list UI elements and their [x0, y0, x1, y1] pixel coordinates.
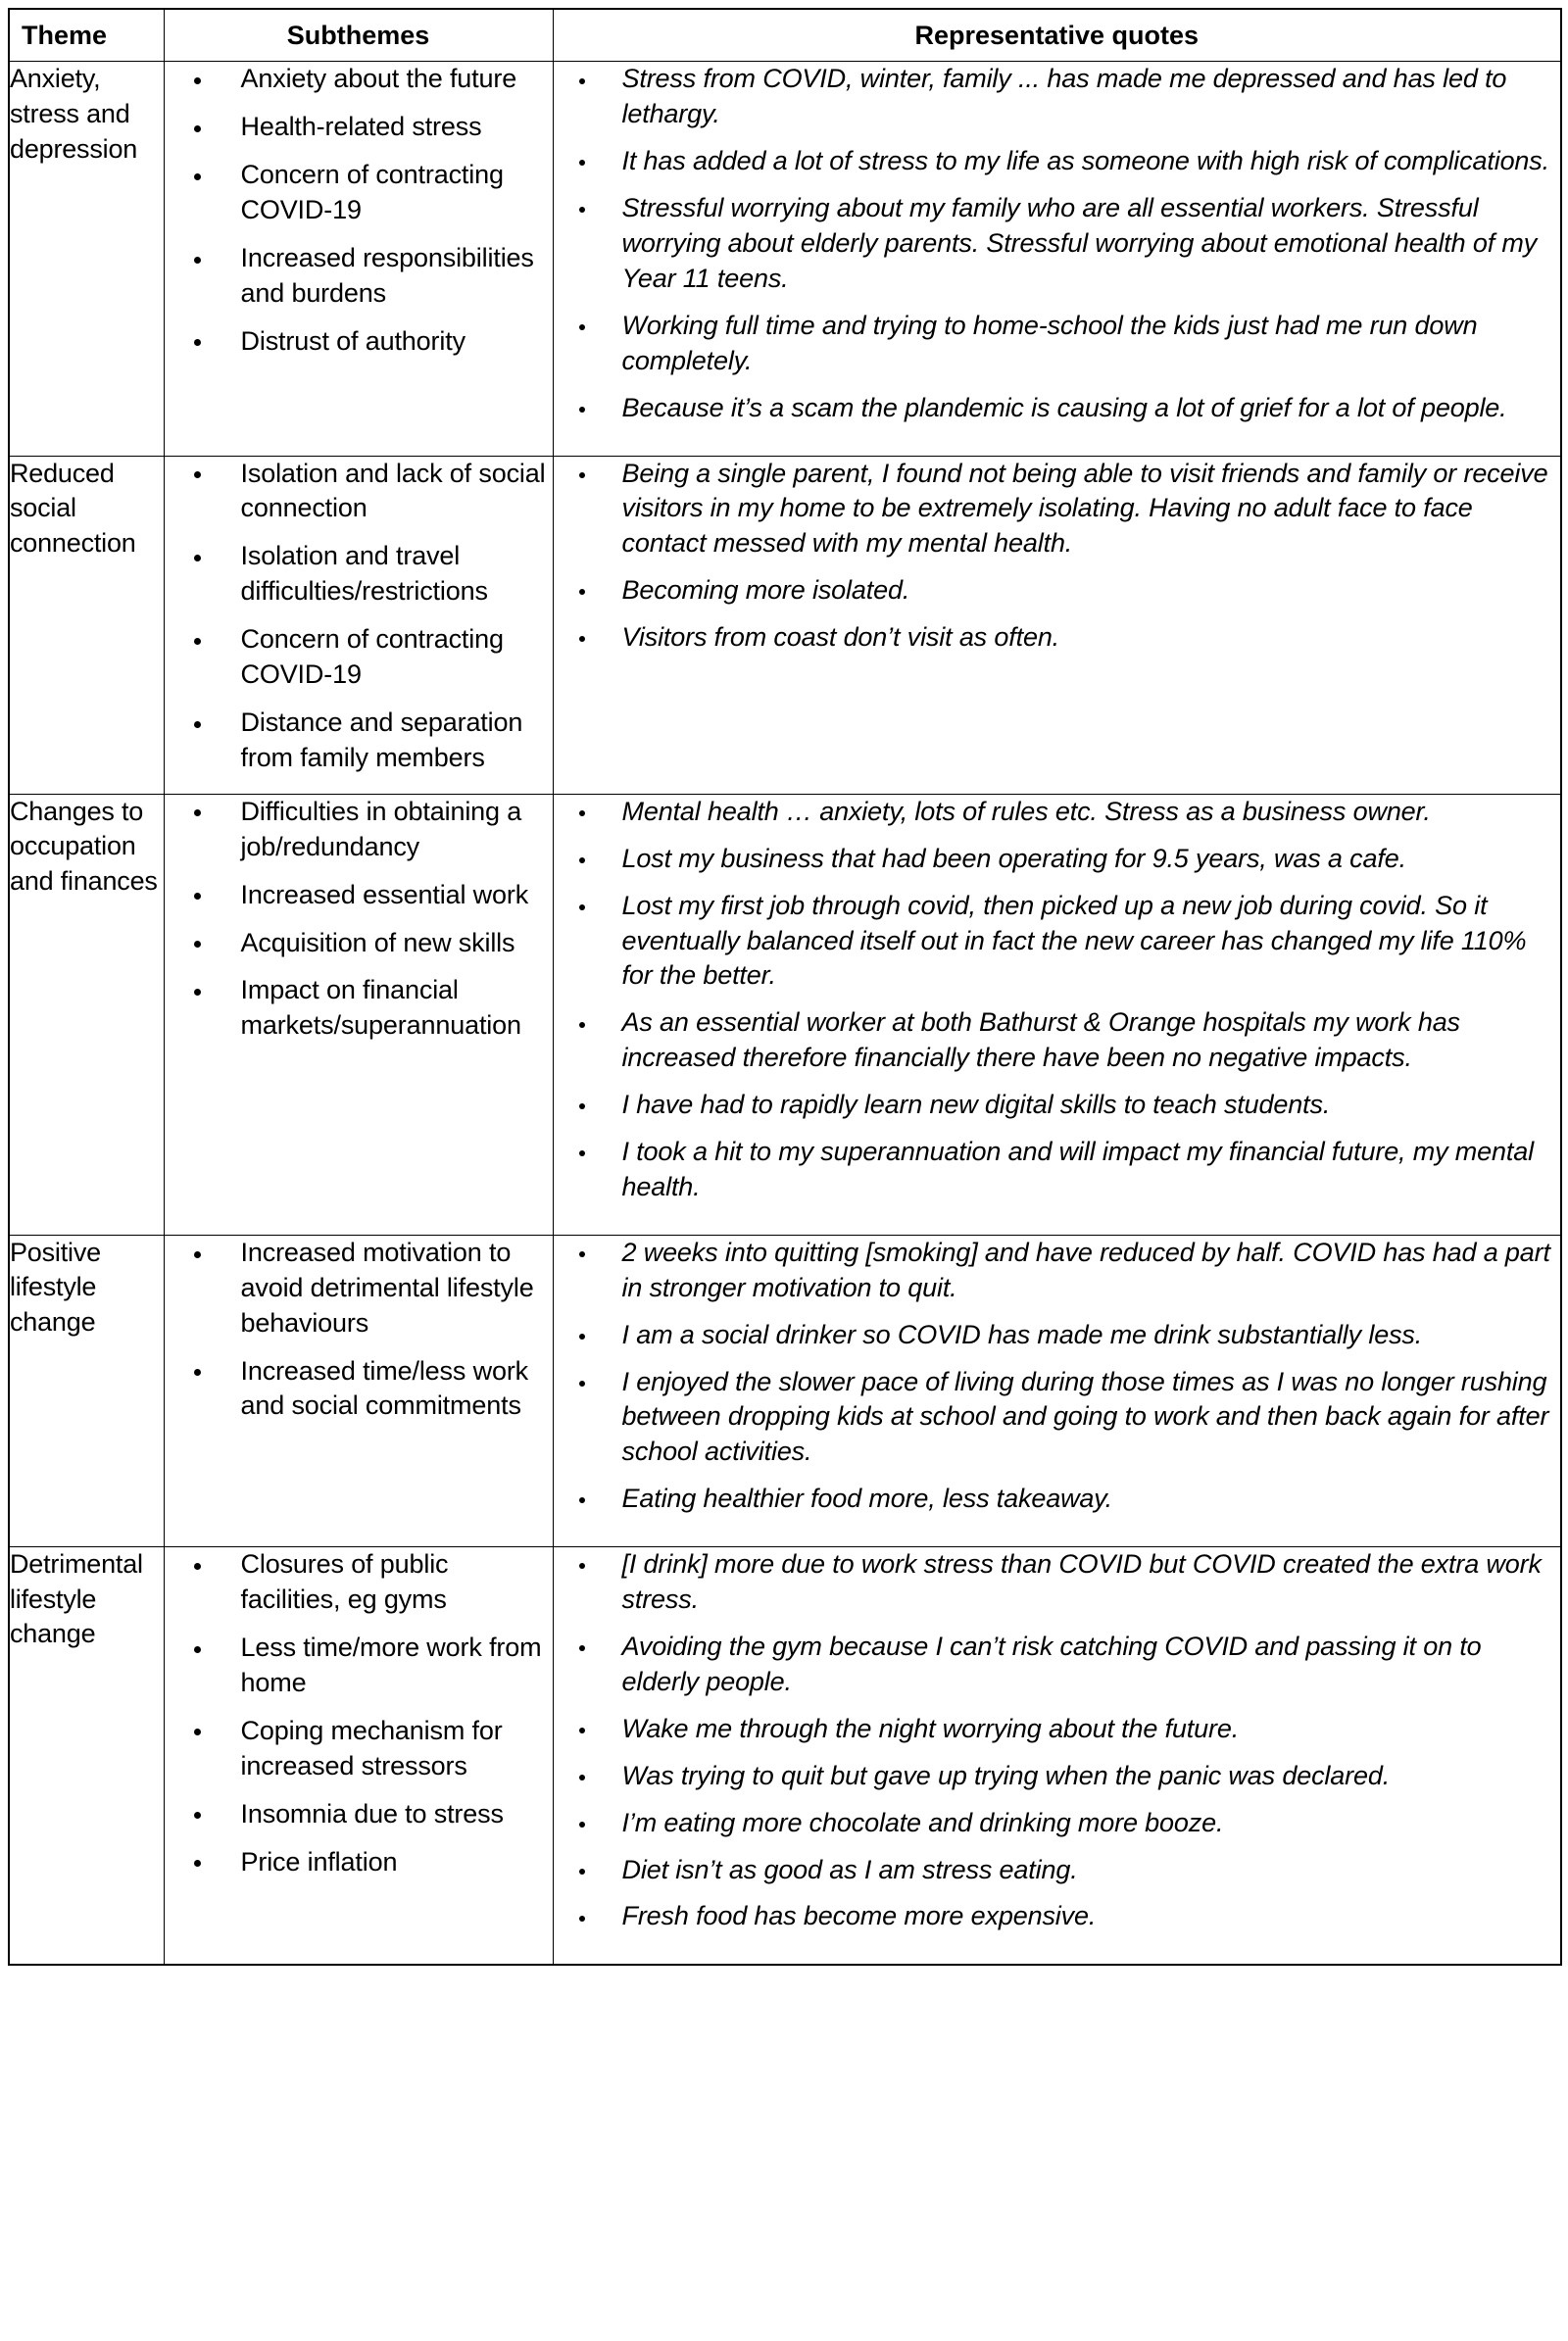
bullet-icon	[579, 904, 585, 910]
subthemes-cell	[164, 794, 553, 1235]
theme-cell: Reduced social connection	[9, 456, 164, 794]
subtheme-item	[165, 457, 553, 527]
subtheme-item-text: Coping mechanism for increased stressors	[240, 1715, 503, 1780]
bullet-icon	[579, 160, 585, 166]
bullet-icon	[194, 809, 201, 816]
bullet-icon	[579, 857, 585, 863]
quote-item-text: Eating healthier food more, less takeaway.	[621, 1484, 1112, 1514]
quote-list	[554, 1236, 1561, 1517]
quote-item	[554, 1899, 1561, 1934]
subtheme-item	[165, 241, 553, 312]
column-header-subthemes: Subthemes	[164, 9, 553, 62]
quote-item-text: I have had to rapidly learn new digital skills to teach students.	[621, 1090, 1331, 1120]
bullet-icon	[194, 77, 201, 84]
bullet-icon	[194, 125, 201, 132]
subtheme-item-text: Impact on financial markets/superannuation	[240, 975, 521, 1041]
quote-item	[554, 309, 1561, 379]
subtheme-item-text: Concern of contracting COVID-19	[240, 624, 504, 690]
subtheme-item	[165, 324, 553, 360]
quote-item	[554, 1135, 1561, 1205]
quote-item-text: Wake me through the night worrying about the future.	[621, 1713, 1240, 1743]
quote-item-text: Fresh food has become more expensive.	[621, 1901, 1097, 1931]
quote-list	[554, 457, 1561, 657]
theme-cell: Changes to occupation and finances	[9, 794, 164, 1235]
bullet-icon	[194, 471, 201, 478]
subtheme-list	[165, 795, 553, 1044]
quotes-cell	[553, 1235, 1561, 1546]
bullet-icon	[194, 1729, 201, 1735]
subtheme-item-text: Isolation and travel difficulties/restrictions	[240, 541, 488, 607]
subtheme-item	[165, 539, 553, 610]
quote-item-text: Being a single parent, I found not being able to visit friends and family or receive visitors in my home to be extremely isolating. Having no adult face to face contact messed with my mental health.	[621, 458, 1548, 559]
column-header-theme: Theme	[9, 9, 164, 62]
theme-cell: Positive lifestyle change	[9, 1235, 164, 1546]
bullet-icon	[579, 1775, 585, 1780]
quote-item	[554, 1712, 1561, 1747]
bullet-icon	[194, 1860, 201, 1867]
quote-item	[554, 573, 1561, 609]
quote-item	[554, 1630, 1561, 1700]
quote-item-text: As an essential worker at both Bathurst & Orange hospitals my work has increased therefore financially there have been no negative impacts.	[621, 1007, 1460, 1073]
subtheme-list	[165, 457, 553, 776]
quote-item-text: I took a hit to my superannuation and will impact my financial future, my mental health.	[621, 1137, 1534, 1201]
quote-item-text: It has added a lot of stress to my life as someone with high risk of complications.	[621, 146, 1549, 176]
subtheme-item-text: Increased responsibilities and burdens	[240, 243, 534, 308]
quote-item-text: I’m eating more chocolate and drinking more booze.	[621, 1807, 1224, 1837]
subtheme-item-text: Acquisition of new skills	[240, 927, 515, 957]
subtheme-item	[165, 1714, 553, 1784]
subtheme-item-text: Price inflation	[240, 1846, 398, 1877]
bullet-icon	[579, 1497, 585, 1503]
subtheme-item-text: Less time/more work from home	[240, 1633, 542, 1697]
bullet-icon	[579, 472, 585, 478]
bullet-icon	[194, 1646, 201, 1653]
bullet-icon	[194, 1369, 201, 1376]
bullet-icon	[194, 555, 201, 561]
subtheme-item	[165, 622, 553, 693]
quote-item-text: Becoming more isolated.	[621, 575, 910, 606]
bullet-icon	[194, 257, 201, 264]
theme-cell: Anxiety, stress and depression	[9, 62, 164, 456]
bullet-icon	[579, 589, 585, 595]
quote-item	[554, 842, 1561, 877]
subthemes-cell	[164, 456, 553, 794]
subthemes-cell	[164, 62, 553, 456]
quote-item	[554, 391, 1561, 426]
quote-item-text: Was trying to quit but gave up trying when the panic was declared.	[621, 1760, 1391, 1790]
subtheme-item-text: Anxiety about the future	[240, 64, 517, 94]
subtheme-item-text: Health-related stress	[240, 112, 482, 142]
bullet-icon	[579, 324, 585, 330]
subtheme-list	[165, 1547, 553, 1879]
subtheme-item-text: Isolation and lack of social connection	[240, 458, 546, 523]
bullet-icon	[194, 989, 201, 996]
subtheme-item	[165, 973, 553, 1044]
bullet-icon	[579, 810, 585, 816]
bullet-icon	[579, 1916, 585, 1922]
bullet-icon	[579, 636, 585, 642]
subtheme-item	[165, 1236, 553, 1341]
quotes-cell	[553, 794, 1561, 1235]
quote-item	[554, 457, 1561, 562]
subthemes-cell	[164, 1235, 553, 1546]
table-row	[9, 794, 1561, 1235]
subtheme-item-text: Insomnia due to stress	[240, 1798, 504, 1829]
bullet-icon	[194, 893, 201, 900]
quote-item	[554, 1005, 1561, 1076]
bullet-icon	[194, 339, 201, 346]
quote-item-text: Because it’s a scam the plandemic is causing a lot of grief for a lot of people.	[621, 392, 1507, 422]
bullet-icon	[194, 1812, 201, 1819]
table-header	[9, 9, 1561, 62]
quotes-cell	[553, 62, 1561, 456]
subtheme-item-text: Difficulties in obtaining a job/redundancy	[240, 796, 522, 861]
bullet-icon	[579, 1381, 585, 1387]
subtheme-item	[165, 62, 553, 97]
quote-item-text: Lost my first job through covid, then picked up a new job during covid. So it eventually balanced itself out in fact the new career has changed my life 110% for the better.	[621, 890, 1527, 991]
subtheme-item	[165, 1797, 553, 1832]
bullet-icon	[579, 1563, 585, 1569]
quote-item	[554, 1365, 1561, 1471]
bullet-icon	[194, 721, 201, 728]
quote-item-text: Visitors from coast don’t visit as often.	[621, 622, 1060, 653]
table-row	[9, 456, 1561, 794]
subtheme-item	[165, 158, 553, 228]
quote-item	[554, 1318, 1561, 1353]
bullet-icon	[579, 1022, 585, 1028]
quote-item-text: Working full time and trying to home-school the kids just had me run down completely.	[621, 310, 1478, 375]
header-row	[9, 9, 1561, 62]
quote-item-text: 2 weeks into quitting [smoking] and have reduced by half. COVID has had a part in stronger motivation to quit.	[621, 1237, 1550, 1302]
quote-item-text: Avoiding the gym because I can’t risk catching COVID and passing it on to elderly people.	[621, 1632, 1482, 1696]
quote-list	[554, 1547, 1561, 1934]
column-header-quotes: Representative quotes	[553, 9, 1561, 62]
subtheme-item-text: Distrust of authority	[240, 325, 466, 356]
quote-item	[554, 1088, 1561, 1123]
subtheme-list	[165, 62, 553, 359]
bullet-icon	[579, 1869, 585, 1875]
subtheme-item	[165, 110, 553, 145]
bullet-icon	[579, 1334, 585, 1340]
subtheme-item-text: Concern of contracting COVID-19	[240, 160, 504, 225]
subtheme-item	[165, 706, 553, 776]
quote-item	[554, 1759, 1561, 1794]
subtheme-item-text: Increased essential work	[240, 879, 529, 909]
quote-item	[554, 795, 1561, 830]
quote-item-text: I enjoyed the slower pace of living during those times as I was no longer rushing between dropping kids at school and going to work and then back again for after school activities.	[621, 1366, 1549, 1467]
bullet-icon	[194, 173, 201, 180]
quote-item	[554, 191, 1561, 297]
subtheme-item	[165, 1354, 553, 1425]
subtheme-list	[165, 1236, 553, 1425]
quote-item	[554, 62, 1561, 132]
bullet-icon	[579, 1728, 585, 1733]
table-body	[9, 62, 1561, 1965]
bullet-icon	[194, 1251, 201, 1258]
subtheme-item	[165, 878, 553, 913]
quote-item	[554, 1482, 1561, 1517]
bullet-icon	[579, 78, 585, 84]
table-row	[9, 1547, 1561, 1966]
quote-list	[554, 795, 1561, 1205]
subthemes-cell	[164, 1547, 553, 1966]
subtheme-item	[165, 1547, 553, 1618]
table-row	[9, 1235, 1561, 1546]
quote-item	[554, 620, 1561, 656]
subtheme-item	[165, 926, 553, 961]
quote-item-text: Mental health … anxiety, lots of rules etc. Stress as a business owner.	[621, 796, 1431, 826]
quote-item	[554, 1853, 1561, 1888]
quote-item-text: Lost my business that had been operating for 9.5 years, was a cafe.	[621, 843, 1406, 873]
bullet-icon	[579, 207, 585, 213]
bullet-icon	[579, 407, 585, 413]
bullet-icon	[194, 1563, 201, 1570]
quote-item-text: Stress from COVID, winter, family ... has made me depressed and has led to lethargy.	[621, 64, 1507, 129]
bullet-icon	[579, 1645, 585, 1651]
subtheme-item-text: Increased motivation to avoid detrimental lifestyle behaviours	[240, 1237, 534, 1338]
subtheme-item	[165, 795, 553, 865]
quotes-cell	[553, 1547, 1561, 1966]
quote-item-text: Diet isn’t as good as I am stress eating.	[621, 1854, 1078, 1884]
quote-item-text: I am a social drinker so COVID has made me drink substantially less.	[621, 1319, 1423, 1349]
bullet-icon	[579, 1150, 585, 1156]
quotes-cell	[553, 456, 1561, 794]
subtheme-item-text: Distance and separation from family members	[240, 707, 523, 772]
bullet-icon	[194, 941, 201, 948]
table-row	[9, 62, 1561, 456]
bullet-icon	[579, 1103, 585, 1109]
subtheme-item	[165, 1631, 553, 1701]
bullet-icon	[194, 638, 201, 645]
quote-item	[554, 1236, 1561, 1306]
quote-item	[554, 1547, 1561, 1618]
bullet-icon	[579, 1251, 585, 1257]
quote-list	[554, 62, 1561, 425]
subtheme-item-text: Increased time/less work and social commitments	[240, 1355, 529, 1421]
quote-item	[554, 144, 1561, 179]
quote-item	[554, 1806, 1561, 1841]
quote-item-text: Stressful worrying about my family who are all essential workers. Stressful worrying about elderly parents. Stressful worrying about emotional health of my Year 11 teens.	[621, 193, 1538, 293]
bullet-icon	[579, 1822, 585, 1828]
quote-item-text: [I drink] more due to work stress than COVID but COVID created the extra work stress.	[621, 1549, 1542, 1615]
themes-table	[8, 8, 1562, 1966]
theme-cell: Detrimental lifestyle change	[9, 1547, 164, 1966]
quote-item	[554, 889, 1561, 995]
subtheme-item-text: Closures of public facilities, eg gyms	[240, 1549, 449, 1615]
subtheme-item	[165, 1845, 553, 1880]
